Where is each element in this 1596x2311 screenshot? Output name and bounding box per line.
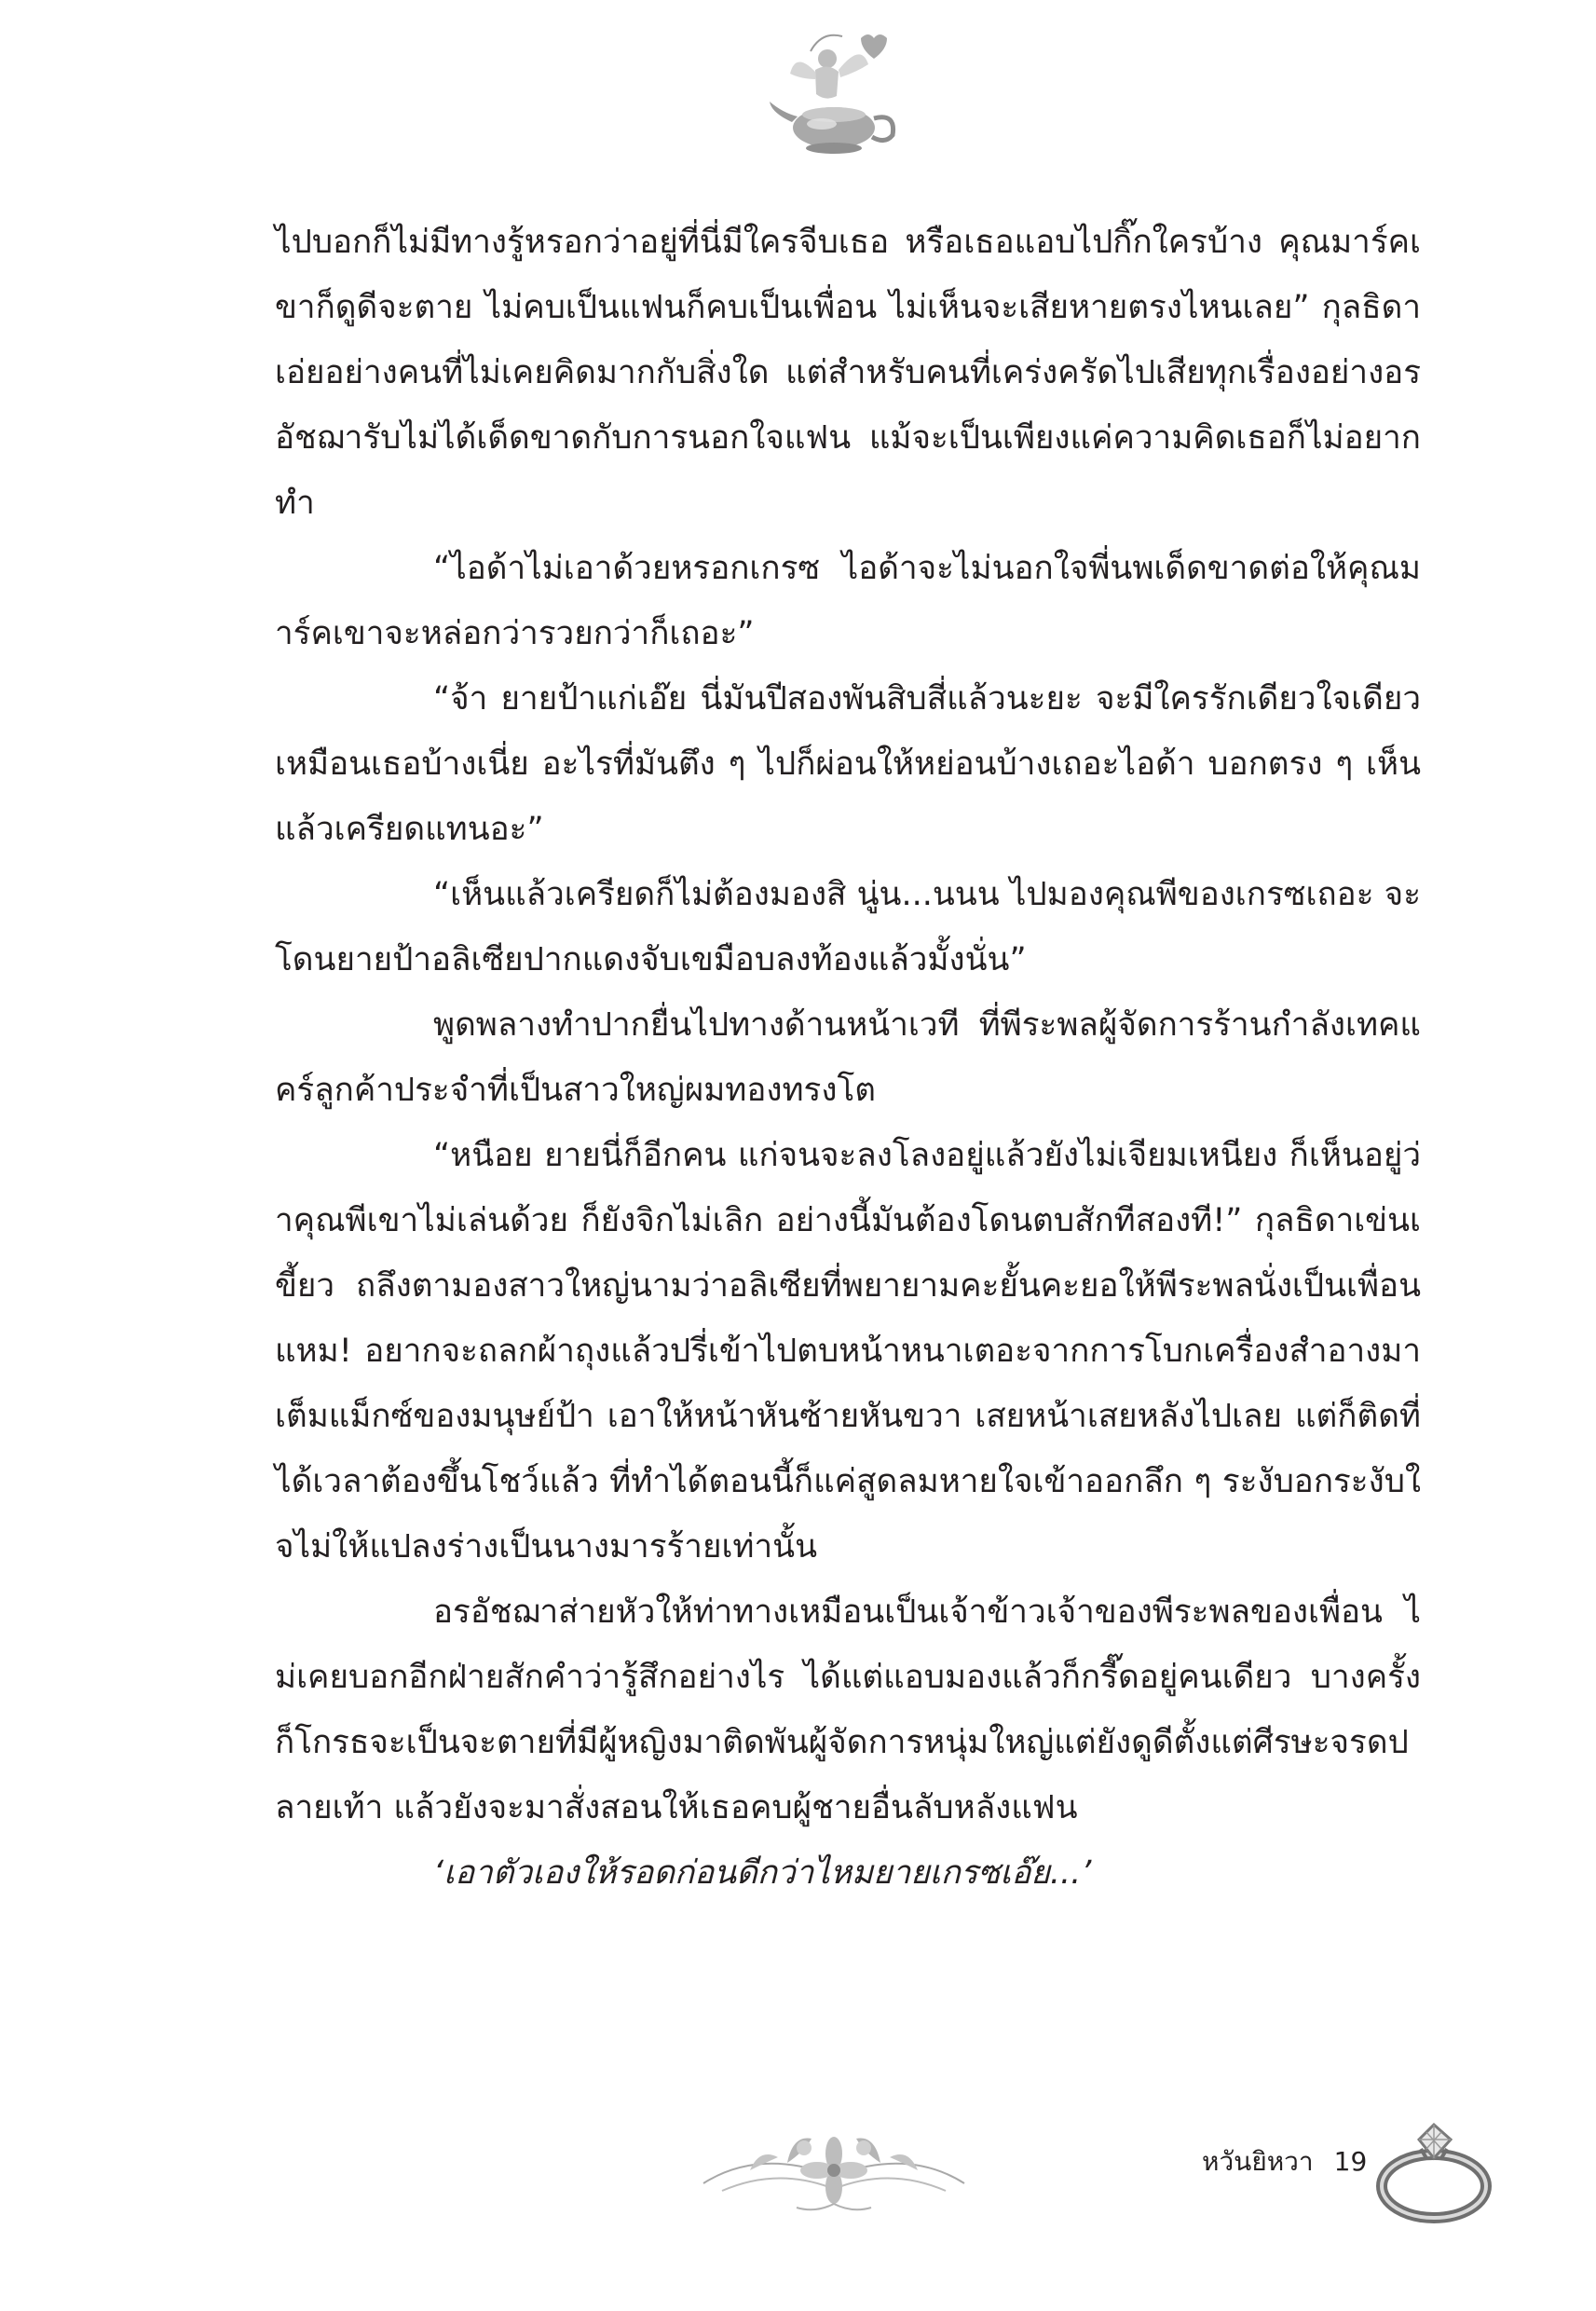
floral-ornament-icon (694, 2111, 974, 2222)
paragraph: พูดพลางทำปากยื่นไปทางด้านหน้าเวที ที่พีระพลผู้จัดการร้านกำลังเทคแคร์ลูกค้าประจำที่เป็นสาวใหญ่ผมทองทรงโต (275, 1006, 1421, 1109)
book-title: หวันยิหวา (1202, 2146, 1314, 2177)
page-number: 19 (1333, 2146, 1368, 2177)
paragraph: “เห็นแล้วเครียดก็ไม่ต้องมองสิ นู่น...นนน ไปมองคุณพีของเกรซเถอะ จะโดนยายป้าอลิเซียปากแดงจับเขมือบลงท้องแล้วมั้งนั่น” (275, 876, 1421, 978)
teapot-cupid-ornament-icon (764, 23, 904, 163)
paragraph: “ไอด้าไม่เอาด้วยหรอกเกรซ ไอด้าจะไม่นอกใจพี่นพเด็ดขาดต่อให้คุณมาร์คเขาจะหล่อกว่ารวยกว่าก็เถอะ” (275, 550, 1421, 652)
paragraph: “หนือย ยายนี่ก็อีกคน แก่จนจะลงโลงอยู่แล้วยังไม่เจียมเหนียง ก็เห็นอยู่ว่าคุณพีเขาไม่เล่นด้วย ก็ยังจิกไม่เลิก อย่างนี้มันต้องโดนตบสักทีสองที!” กุลธิดาเข่นเขี้ยว ถลึงตามองสาวใหญ่นามว่าอลิเซียที่พยายามคะยั้นคะยอให้พีระพลนั่งเป็นเพื่อน แหม! อยากจะถลกผ้าถุงแล้วปรี่เข้าไปตบหน้าหนาเตอะจากการโบกเครื่องสำอางมาเต็มแม็กซ์ของมนุษย์ป้า เอาให้หน้าหันซ้ายหันขวา เสยหน้าเสยหลังไปเลย แต่ก็ติดที่ได้เวลาต้องขึ้นโชว์แล้ว ที่ทำได้ตอนนี้ก็แค่สูดลมหายใจเข้าออกลึก ๆ ระงับอกระงับใจไม่ให้แปลงร่างเป็นนางมารร้ายเท่านั้น (275, 1137, 1421, 1566)
paragraph: ไปบอกก็ไม่มีทางรู้หรอกว่าอยู่ที่นี่มีใครจีบเธอ หรือเธอแอบไปกิ๊กใครบ้าง คุณมาร์คเขาก็ดูดีจะตาย ไม่คบเป็นแฟนก็คบเป็นเพื่อน ไม่เห็นจะเสียหายตรงไหนเลย” กุลธิดาเอ่ยอย่างคนที่ไม่เคยคิดมากกับสิ่งใด แต่สำหรับคนที่เคร่งครัดไปเสียทุกเรื่องอย่างอรอัชฌารับไม่ได้เด็ดขาดกับการนอกใจแฟน แม้จะเป็นเพียงแค่ความคิดเธอก็ไม่อยากทำ (275, 224, 1421, 522)
page-body (275, 210, 1421, 1906)
page-footer (1202, 2143, 1367, 2181)
closing-thought: ‘เอาตัวเองให้รอดก่อนดีกว่าไหมยายเกรซเอ๊ย...’ (433, 1854, 1092, 1892)
paragraph: “จ้า ยายป้าแก่เอ๊ย นี่มันปีสองพันสิบสี่แล้วนะยะ จะมีใครรักเดียวใจเดียวเหมือนเธอบ้างเนี่ย อะไรที่มันตึง ๆ ไปก็ผ่อนให้หย่อนบ้างเถอะไอด้า บอกตรง ๆ เห็นแล้วเครียดแทนอะ” (275, 680, 1421, 848)
paragraph: อรอัชฌาส่ายหัวให้ท่าทางเหมือนเป็นเจ้าข้าวเจ้าของพีระพลของเพื่อน ไม่เคยบอกอีกฝ่ายสักคำว่ารู้สึกอย่างไร ได้แต่แอบมองแล้วก็กรี๊ดอยู่คนเดียว บางครั้งก็โกรธจะเป็นจะตายที่มีผู้หญิงมาติดพันผู้จัดการหนุ่มใหญ่แต่ยังดูดีตั้งแต่ศีรษะจรดปลายเท้า แล้วยังจะมาสั่งสอนให้เธอคบผู้ชายอื่นลับหลังแฟน (275, 1593, 1421, 1826)
diamond-ring-icon (1365, 2097, 1505, 2236)
